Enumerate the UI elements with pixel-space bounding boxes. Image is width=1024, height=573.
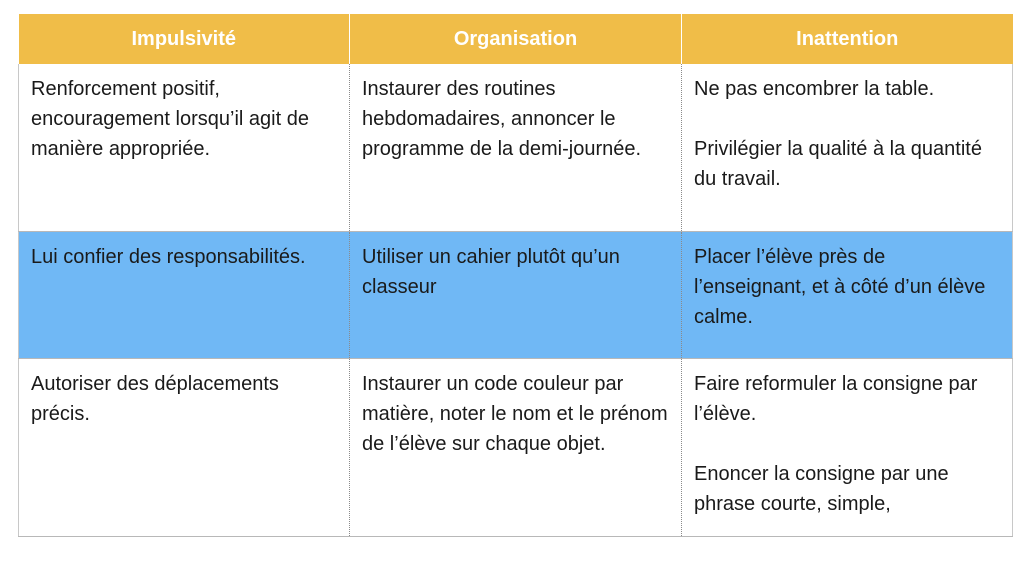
table-row-highlighted xyxy=(19,232,1013,359)
header-organisation: Organisation xyxy=(350,14,682,64)
table-cell xyxy=(682,64,1013,232)
cell-paragraph: Placer l’élève près de l’enseignant, et à côté d’un élève calme. xyxy=(694,246,986,328)
cell-paragraph: Renforcement positif, encouragement lorsqu’il agit de manière appropriée. xyxy=(31,78,309,160)
table-cell xyxy=(682,232,1013,359)
cell-paragraph: Enoncer la consigne par une phrase courte, simple, xyxy=(694,463,949,515)
table-row xyxy=(19,64,1013,232)
header-impulsivite: Impulsivité xyxy=(19,14,350,64)
cell-paragraph: Instaurer des routines hebdomadaires, annoncer le programme de la demi-journée. xyxy=(362,78,642,160)
cell-paragraph: Lui confier des responsabilités. xyxy=(31,246,306,268)
cell-paragraph: Privilégier la qualité à la quantité du travail. xyxy=(694,138,982,190)
cell-paragraph: Faire reformuler la consigne par l’élève. xyxy=(694,373,978,425)
cell-paragraph: Ne pas encombrer la table. xyxy=(694,78,935,100)
table-cell xyxy=(350,359,682,537)
cell-paragraph: Utiliser un cahier plutôt qu’un classeur xyxy=(362,246,620,298)
table-cell xyxy=(19,359,350,537)
cell-paragraph: Autoriser des déplacements précis. xyxy=(31,373,279,425)
header-inattention: Inattention xyxy=(682,14,1013,64)
table-cell xyxy=(350,232,682,359)
header-row xyxy=(19,14,1013,64)
table-cell xyxy=(682,359,1013,537)
recommendations-table xyxy=(18,14,1013,537)
table-cell xyxy=(19,232,350,359)
table-cell xyxy=(19,64,350,232)
table-row xyxy=(19,359,1013,537)
table-cell xyxy=(350,64,682,232)
cell-paragraph: Instaurer un code couleur par matière, noter le nom et le prénom de l’élève sur chaque objet. xyxy=(362,373,668,455)
